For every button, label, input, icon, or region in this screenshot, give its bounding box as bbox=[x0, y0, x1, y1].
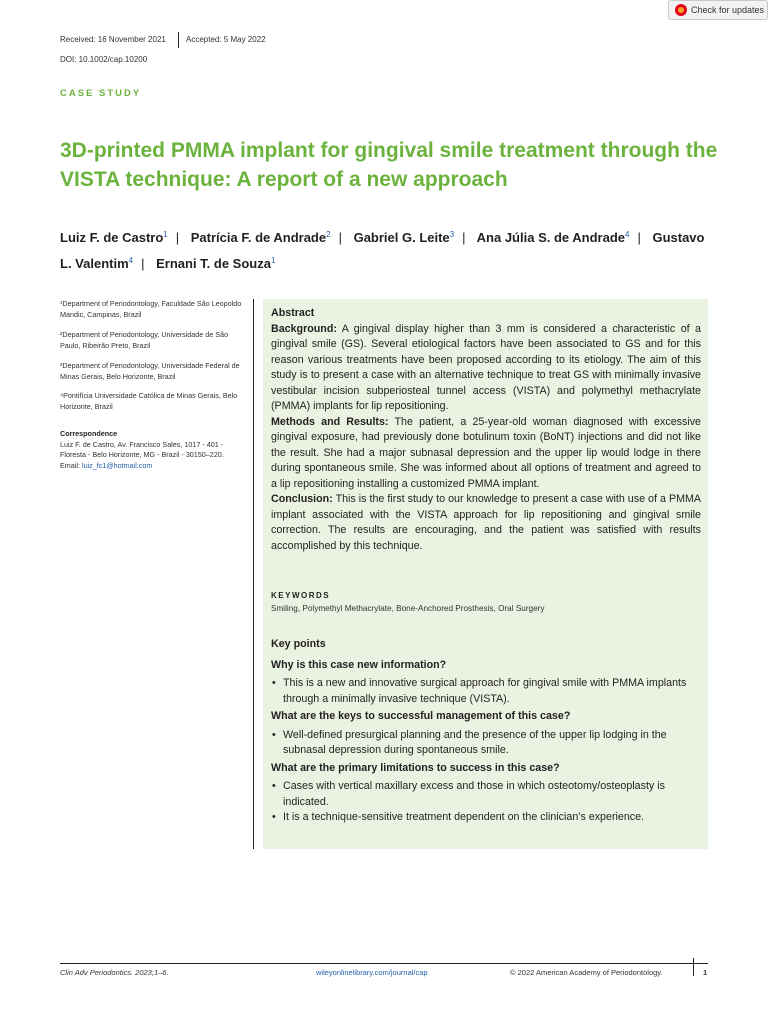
author-affiliation-marker[interactable]: 2 bbox=[326, 230, 331, 239]
abstract-box bbox=[263, 299, 708, 849]
author-affiliation-marker[interactable]: 1 bbox=[163, 230, 168, 239]
footer-divider bbox=[693, 958, 694, 976]
footer-copyright: © 2022 American Academy of Periodontology. bbox=[510, 968, 663, 977]
author-affiliation-marker[interactable]: 3 bbox=[449, 230, 455, 239]
key-point-question: What are the primary limitations to success in this case? bbox=[271, 761, 560, 774]
methods-label: Methods and Results: bbox=[271, 415, 389, 428]
conclusion-text: This is the first study to our knowledge to present a case with use of a PMMA implant associated with the VISTA approach for lip repositioning and gingival smile correction. The results are encouraging, and the patient was satisfied with results accomplished by this technique. bbox=[271, 493, 702, 552]
abstract-rule bbox=[253, 299, 254, 849]
key-point-answers bbox=[271, 779, 703, 826]
header-divider bbox=[178, 32, 179, 48]
author-affiliation-marker[interactable]: 4 bbox=[128, 256, 134, 265]
key-point-item: • Cases with vertical maxillary excess and those in which osteotomy/osteoplasty is indicated. bbox=[271, 779, 703, 810]
accepted-date: Accepted: 5 May 2022 bbox=[186, 35, 266, 44]
background-text: A gingival display higher than 3 mm is considered a characteristic of a gingival smile (GS). Several etiological factors have been associated to GS and for this reason various treatments have been proposed according to its etiology. The aim of this study is to present a case with an alternative technique to treat GS with minimally invasive vestibular incision subperiosteal tunnel access (VISTA) and polymethyl methacrylate (PMMA) implants for lip repositioning. bbox=[271, 322, 701, 412]
correspondence-address: Luiz F. de Castro, Av. Francisco Sales, 1017 - 401 - Floresta - Belo Horizonte, MG - Brazil - 30150–220. bbox=[60, 439, 224, 459]
affiliation: ²Department of Periodontology, Universidade de São Paulo, Ribeirão Preto, Brazil bbox=[60, 330, 229, 350]
key-point-item: • Well-defined presurgical planning and the presence of the upper lip lodging in the subnasal depression during spontaneous smile. bbox=[271, 728, 703, 759]
received-date: Received: 16 November 2021 bbox=[60, 35, 166, 44]
article-type: CASE STUDY bbox=[60, 88, 142, 99]
author-name: Ana Júlia S. de Andrade bbox=[476, 230, 625, 245]
author-name: Gabriel G. Leite bbox=[353, 230, 450, 245]
author-name: Luiz F. de Castro bbox=[60, 230, 164, 245]
key-point-answers bbox=[271, 728, 703, 759]
article-title: 3D-printed PMMA implant for gingival smile treatment through the VISTA technique: A report of a new approach bbox=[60, 139, 718, 191]
background-label: Background: bbox=[271, 322, 337, 335]
footer-journal: Clin Adv Periodontics. 2023;1–6. bbox=[60, 968, 169, 977]
affiliation: ¹Department of Periodontology, Faculdade São Leopoldo Mandic, Campinas, Brazil bbox=[60, 299, 242, 319]
footer-url-link[interactable]: wileyonlinelibrary.com/journal/cap bbox=[316, 968, 428, 977]
abstract bbox=[271, 306, 701, 554]
check-for-updates-label: Check for updates bbox=[691, 5, 765, 15]
page-number: 1 bbox=[703, 968, 708, 977]
author-name: Patrícia F. de Andrade bbox=[190, 230, 327, 245]
footer-rule bbox=[60, 963, 708, 964]
check-for-updates-button[interactable] bbox=[668, 0, 768, 20]
email-link[interactable]: luiz_fc1@hotmail.com bbox=[81, 460, 153, 470]
affiliation: ⁴Pontifícia Universidade Católica de Minas Gerais, Belo Horizonte, Brazil bbox=[60, 391, 238, 411]
doi: DOI: 10.1002/cap.10200 bbox=[60, 55, 148, 64]
correspondence-heading: Correspondence bbox=[60, 429, 118, 438]
keywords-list: Smiling, Polymethyl Methacrylate, Bone-Anchored Prosthesis, Oral Surgery bbox=[271, 604, 545, 613]
key-points bbox=[271, 637, 703, 828]
abstract-conclusion bbox=[271, 492, 701, 554]
key-point-item: • This is a new and innovative surgical approach for gingival smile with PMMA implants through a minimally invasive technique (VISTA). bbox=[271, 676, 703, 707]
key-point-question: What are the keys to successful management of this case? bbox=[271, 710, 571, 722]
key-point-item: • It is a technique-sensitive treatment dependent on the clinician’s experience. bbox=[271, 810, 703, 826]
affiliation: ³Department of Periodontology, Universidade Federal de Minas Gerais, Belo Horizonte, Brazil bbox=[60, 361, 240, 381]
crossmark-icon bbox=[675, 4, 687, 16]
abstract-heading: Abstract bbox=[271, 307, 315, 319]
author-name: Gustavo L. Valentim bbox=[60, 230, 705, 271]
abstract-methods bbox=[271, 415, 701, 493]
correspondence bbox=[60, 429, 245, 471]
conclusion-label: Conclusion: bbox=[271, 493, 333, 505]
abstract-background bbox=[271, 322, 701, 415]
author-list: Luiz F. de Castro$^1$ | Patrícia F. de Andrade$^2$ | Gabriel G. Leite$^3$ | Ana Júlia S. de Andrade$^4$ | Gustavo L. Valentim$^4$ | Ernani T. de Souza$^1$ bbox=[60, 230, 705, 271]
keywords-heading: KEYWORDS bbox=[271, 591, 331, 600]
author-affiliation-marker[interactable]: 1 bbox=[270, 256, 276, 265]
key-point-answers bbox=[271, 676, 703, 707]
author-affiliation-marker[interactable]: 4 bbox=[625, 230, 630, 239]
key-point-question: Why is this case new information? bbox=[271, 658, 447, 671]
methods-text: The patient, a 25-year-old woman diagnosed with excessive gingival exposure, had previously done botulinum toxin (BoNT) injections and did not like the result. She had a major subnasal depression and the upper lip would lodge in there during spontaneous smile. She was informed about all options of treatment and agreed to a lip repositioning installing a customized PMMA implant. bbox=[271, 415, 701, 490]
email-label: Email: bbox=[60, 460, 82, 470]
author-name: Ernani T. de Souza bbox=[156, 256, 271, 271]
key-points-heading: Key points bbox=[271, 638, 326, 650]
